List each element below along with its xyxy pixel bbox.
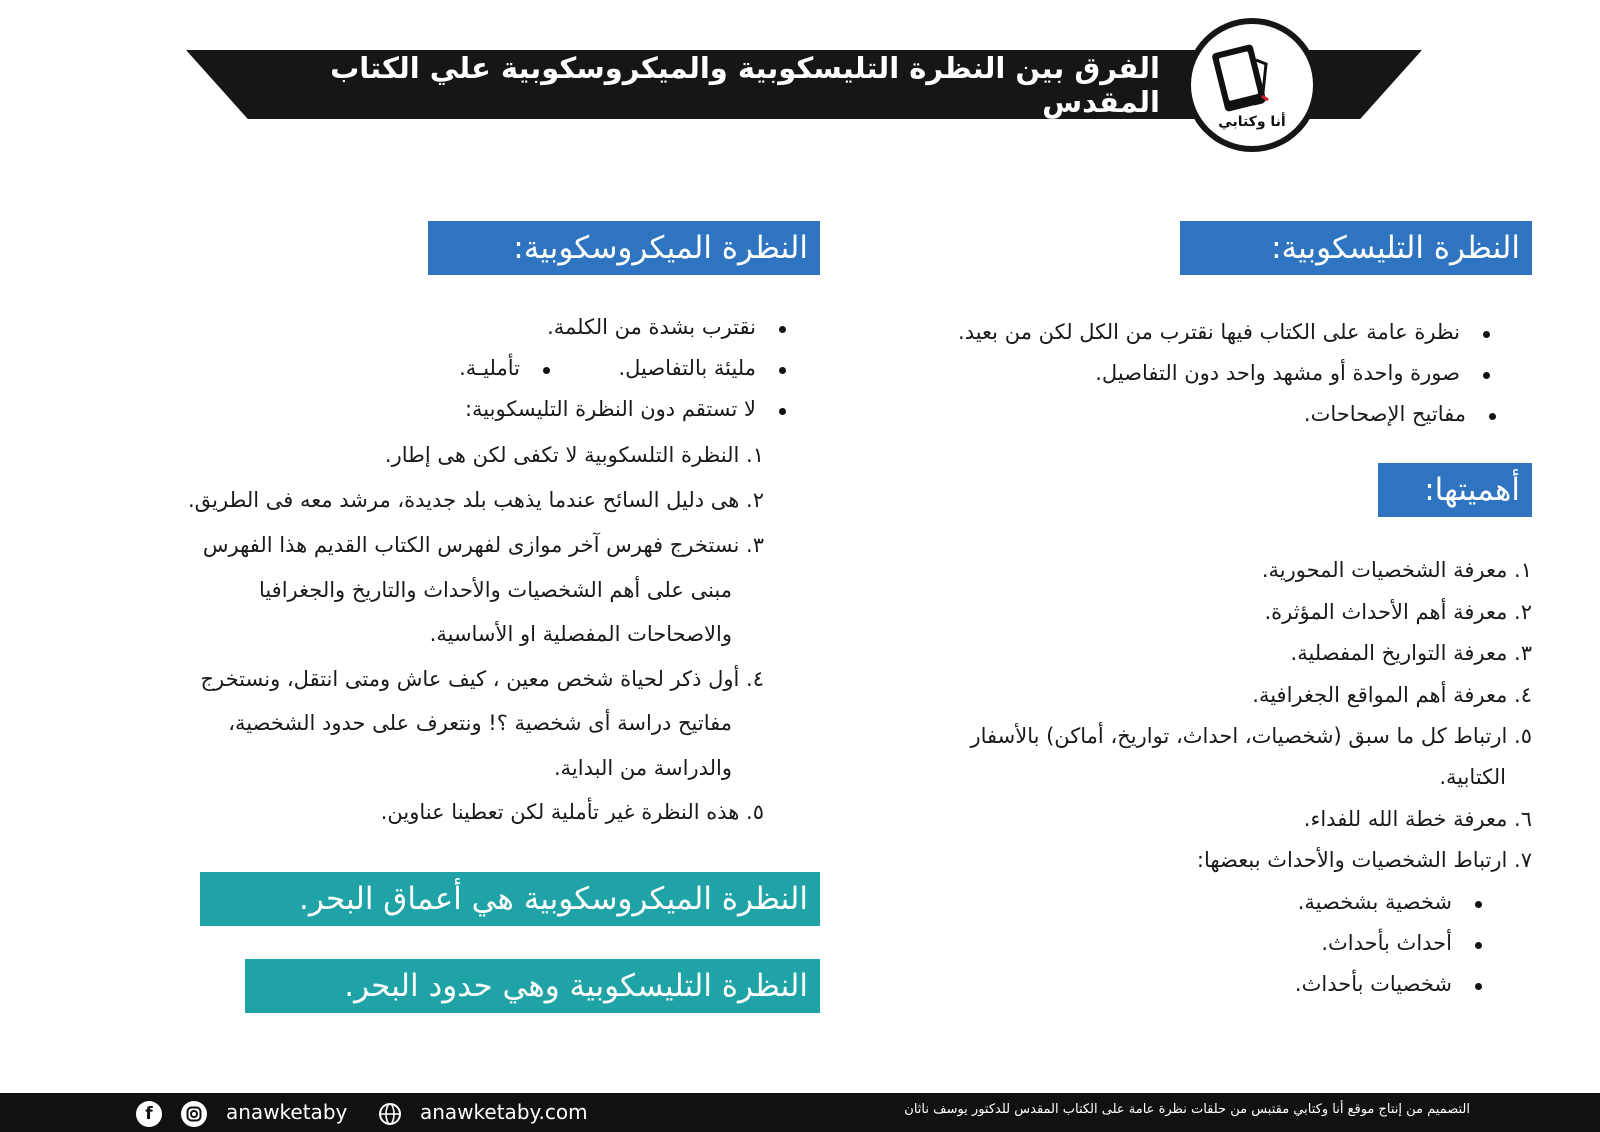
microscopic-heading: النظرة الميكروسكوبية: <box>428 221 820 275</box>
micro-bullet: مليئة بالتفاصيل. <box>618 356 790 380</box>
footer-credit: التصميم من إنتاج موقع أنا وكتابي مقتبس من حلقات نظرة عامة على الكتاب المقدس للدكتور يوسف ناثان <box>904 1102 1470 1117</box>
importance-heading: أهميتها: <box>1378 463 1532 517</box>
importance-item: ٥. ارتباط كل ما سبق (شخصيات، احداث، تواريخ، أماكن) بالأسفار <box>970 724 1532 748</box>
micro-item-cont: مفاتيح دراسة أى شخصية ؟! ونتعرف على حدود الشخصية، <box>228 711 732 735</box>
instagram-icon[interactable] <box>181 1101 207 1127</box>
sub-bullet: شخصية بشخصية. <box>1298 890 1486 914</box>
telescopic-bullet: نظرة عامة على الكتاب فيها نقترب من الكل لكن من بعيد. <box>958 320 1494 344</box>
micro-item-cont: والدراسة من البداية. <box>553 756 732 780</box>
micro-item: ٤. أول ذكر لحياة شخص معين ، كيف عاش ومتى انتقل، ونستخرج <box>200 667 764 691</box>
importance-item: ٧. ارتباط الشخصيات والأحداث ببعضها: <box>1196 848 1532 872</box>
globe-icon <box>377 1101 403 1127</box>
micro-bullet: تأمليـة. <box>459 356 554 380</box>
conclusion-telescopic: النظرة التليسكوبية وهي حدود البحر. <box>245 959 820 1013</box>
sub-bullet: أحداث بأحداث. <box>1321 931 1486 955</box>
importance-item-cont: الكتابية. <box>1439 765 1506 789</box>
telescopic-bullet: صورة واحدة أو مشهد واحد دون التفاصيل. <box>1095 361 1494 385</box>
logo-text: أنا وكتابي <box>1218 114 1286 130</box>
importance-item: ٤. معرفة أهم المواقع الجغرافية. <box>1252 683 1532 707</box>
phone-book-icon <box>1212 40 1276 114</box>
importance-item: ٦. معرفة خطة الله للفداء. <box>1303 807 1532 831</box>
importance-item: ١. معرفة الشخصيات المحورية. <box>1261 558 1532 582</box>
footer <box>0 1093 1600 1132</box>
micro-bullet: لا تستقم دون النظرة التليسكوبية: <box>465 397 790 421</box>
micro-item: ٣. نستخرج فهرس آخر موازى لفهرس الكتاب القديم هذا الفهرس <box>202 533 764 557</box>
micro-bullet: نقترب بشدة من الكلمة. <box>547 315 790 339</box>
sub-bullet: شخصيات بأحداث. <box>1295 972 1486 996</box>
telescopic-bullet: مفاتيح الإصحاحات. <box>1304 402 1500 426</box>
conclusion-microscopic: النظرة الميكروسكوبية هي أعماق البحر. <box>200 872 820 926</box>
telescopic-heading: النظرة التليسكوبية: <box>1180 221 1532 275</box>
micro-item-cont: والاصحاحات المفصلية او الأساسية. <box>429 622 732 646</box>
social-handle[interactable]: anawketaby <box>226 1100 348 1124</box>
micro-item-cont: مبنى على أهم الشخصيات والأحداث والتاريخ والجغرافيا <box>258 578 732 602</box>
page-title: الفرق بين النظرة التليسكوبية والميكروسكوبية علي الكتاب المقدس <box>330 50 1160 119</box>
importance-item: ٣. معرفة التواريخ المفصلية. <box>1290 641 1532 665</box>
micro-item: ٢. هى دليل السائح عندما يذهب بلد جديدة، مرشد معه فى الطريق. <box>187 488 764 512</box>
micro-item: ٥. هذه النظرة غير تأملية لكن تعطينا عناوين. <box>380 800 764 824</box>
facebook-icon[interactable]: f <box>136 1101 162 1127</box>
micro-item: ١. النظرة التلسكوبية لا تكفى لكن هى إطار. <box>384 443 764 467</box>
website-link[interactable]: anawketaby.com <box>420 1100 588 1124</box>
importance-item: ٢. معرفة أهم الأحداث المؤثرة. <box>1264 600 1532 624</box>
